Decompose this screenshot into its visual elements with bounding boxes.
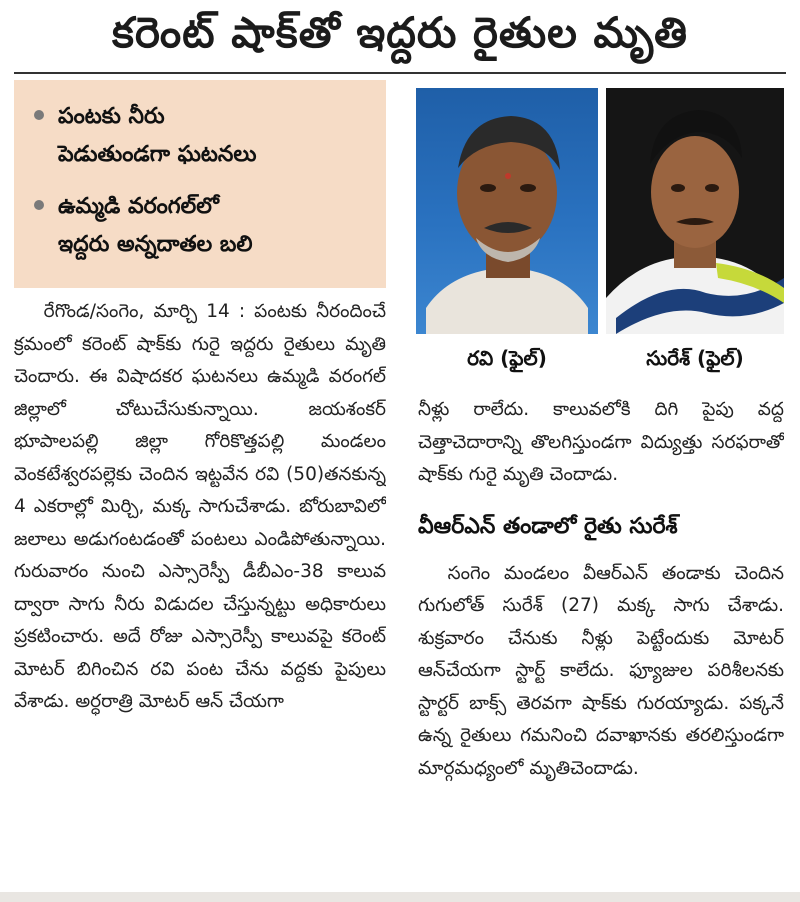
- suresh-caption: సురేశ్ (ఫైల్): [646, 346, 744, 370]
- portrait-illustration: [416, 88, 598, 334]
- suresh-photo: [606, 88, 784, 334]
- highlight-item: [32, 98, 374, 174]
- article-subheading: వీఆర్‌ఎన్ తండాలో రైతు సురేశ్: [418, 513, 678, 539]
- bullet-icon: [34, 110, 44, 120]
- ravi-photo: [416, 88, 598, 334]
- article-left-column: [14, 296, 386, 886]
- highlight-text: ఉమ్మడి వరంగల్‌లో ఇద్దరు అన్నదాతల బలి: [58, 194, 253, 257]
- bottom-border: [0, 892, 800, 902]
- headline-divider: [14, 72, 786, 74]
- ravi-caption: రవి (ఫైల్): [467, 346, 547, 370]
- headline: కరెంట్ షాక్‌తో ఇద్దరు రైతుల మృతి: [112, 8, 688, 57]
- article-paragraph: రేగొండ/సంగెం, మార్చి 14 : పంటకు నీరందించే క్రమంలో కరెంట్ షాక్‌కు గురై ఇద్దరు రైతులు మృతి చెందారు. ఈ విషాదకర ఘటనలు ఉమ్మడి వరంగల్ జిల్లాలో చోటుచేసుకున్నాయి. జయశంకర్ భూపాలపల్లి జిల్లా గోరికొత్తపల్లి మండలం వెంకటేశ్వరపల్లెకు చెందిన ఇట్టవేన రవి (50)తనకున్న 4 ఎకరాల్లో మిర్చి, మక్క సాగుచేశాడు. బోరుబావిలో జలాలు అడుగంటడంతో పంటలు ఎండిపోతున్నాయి. గురువారం నుంచి ఎస్సారెస్పీ డీబీఎం-38 కాలువ ద్వారా సాగు నీరు విడుదల చేస్తున్నట్టు అధికారులు ప్రకటించారు. అదే రోజు ఎస్సారెస్పీ కాలువపై కరెంట్ మోటర్ బిగించిన రవి పంట చేను వద్దకు పైపులు వేశాడు. అర్ధరాత్రి మోటర్ ఆన్ చేయగా: [14, 301, 386, 712]
- portrait-illustration: [606, 88, 784, 334]
- article-paragraph: నీళ్లు రాలేదు. కాలువలోకి దిగి పైపు వద్ద చెత్తాచెదారాన్ని తొలగిస్తుండగా విద్యుత్తు సరఫరాతో షాక్‌కు గురై మృతి చెందాడు.: [418, 399, 784, 485]
- article-right-column: [418, 394, 784, 886]
- highlight-item: [32, 188, 374, 264]
- article-paragraph: సంగెం మండలం వీఆర్‌ఎన్ తండాకు చెందిన గుగులోత్ సురేశ్ (27) మక్క సాగు చేశాడు. శుక్రవారం చేనుకు నీళ్లు పెట్టేందుకు మోటర్ ఆన్‌చేయగా స్టార్ట్ కాలేదు. ఫ్యూజుల పరిశీలనకు స్టార్టర్ బాక్స్ తెరవగా షాక్‌కు గురయ్యాడు. పక్కనే ఉన్న రైతులు గమనించి దవాఖానకు తరలిస్తుండగా మార్గమధ్యంలో మృతిచెందాడు.: [418, 562, 784, 779]
- bullet-icon: [34, 200, 44, 210]
- highlight-text: పంటకు నీరు పెడుతుండగా ఘటనలు: [58, 104, 257, 167]
- highlights-box: [14, 80, 386, 288]
